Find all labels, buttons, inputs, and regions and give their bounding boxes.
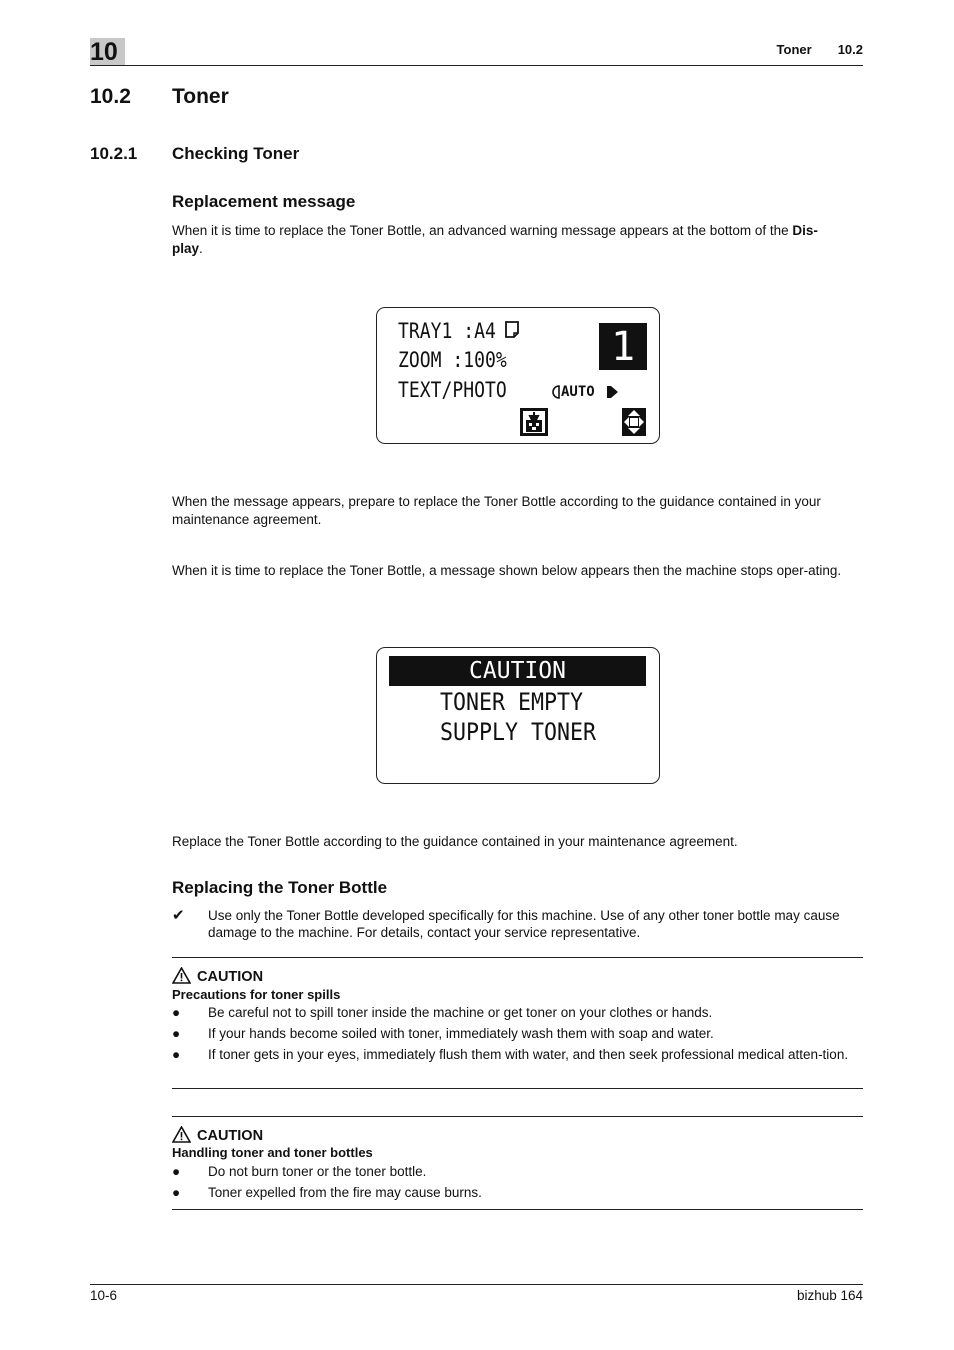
bullet-icon: ●: [172, 1164, 181, 1179]
caution-2-subtitle: Handling toner and toner bottles: [172, 1145, 373, 1160]
caution-1-item: [172, 1004, 863, 1021]
bullet-icon: ●: [172, 1026, 181, 1041]
product-name: bizhub 164: [796, 1288, 863, 1303]
running-header-number: 10.2: [837, 42, 863, 57]
intro-suffix: .: [199, 241, 203, 256]
lcd-line-zoom: ZOOM :100%: [398, 348, 507, 372]
chapter-number: 10: [90, 38, 118, 66]
caution-1-item-text: If your hands become soiled with toner, immediately wash them with soap and water.: [208, 1026, 714, 1041]
section-title: Toner: [172, 85, 229, 108]
lcd-line-toner-empty: TONER EMPTY: [440, 688, 584, 716]
toner-low-icon: [519, 407, 549, 442]
running-header-title: Toner: [776, 42, 812, 57]
prepare-paragraph: When the message appears, prepare to replace the Toner Bottle according to the guidance contained in your maintenance agreement.: [172, 494, 821, 527]
check-note-text: Use only the Toner Bottle developed specifically for this machine. Use of any other toner bottle may cause damage to the machine. For details, contact your service representative.: [208, 908, 840, 940]
caution-1-bottom-rule: [172, 1088, 863, 1089]
warning-triangle-icon: [172, 967, 191, 984]
caution-2-label: CAUTION: [197, 1128, 264, 1144]
header-divider: [90, 65, 863, 66]
lcd-display-warning: [376, 307, 660, 444]
checkmark-icon: ✔: [172, 907, 185, 924]
caution-2-bottom-rule: [172, 1209, 863, 1210]
caution-2-item-text: Do not burn toner or the toner bottle.: [208, 1164, 427, 1179]
intro-text: When it is time to replace the Toner Bottle, an advanced warning message appears at the bottom of the: [172, 223, 793, 238]
intro-paragraph: [172, 222, 863, 258]
section-heading: [90, 84, 229, 110]
lcd-line-mode: TEXT/PHOTO: [398, 378, 507, 402]
caution-1-item-text: If toner gets in your eyes, immediately flush them with water, and then seek professional medical atten-tion.: [208, 1047, 849, 1062]
lcd-line-tray: TRAY1 :A4: [398, 319, 496, 343]
scroll-arrows-icon: [621, 407, 647, 442]
caution-2-item: [172, 1163, 863, 1180]
paper-icon: [505, 321, 519, 343]
replace-paragraph: Replace the Toner Bottle according to the guidance contained in your maintenance agreement.: [172, 834, 738, 849]
caution-2-top-rule: [172, 1116, 863, 1117]
caution-1-subtitle: Precautions for toner spills: [172, 987, 341, 1002]
display-term: Dis- play: [172, 223, 818, 256]
stop-paragraph: When it is time to replace the Toner Bottle, a message shown below appears then the machine stops oper-ating.: [172, 563, 842, 578]
subsection-heading: [90, 143, 299, 165]
bullet-icon: ●: [172, 1047, 181, 1062]
replacing-heading: Replacing the Toner Bottle: [172, 878, 388, 897]
copies-count: 1: [599, 323, 647, 370]
lcd-caution-banner: CAUTION: [389, 656, 646, 686]
lcd-line-supply-toner: SUPPLY TONER: [440, 718, 597, 746]
page-number: 10-6: [90, 1288, 118, 1303]
caution-1-item-text: Be careful not to spill toner inside the machine or get toner on your clothes or hands.: [208, 1005, 713, 1020]
subsection-title: Checking Toner: [172, 144, 300, 163]
section-number: 10.2: [90, 85, 131, 108]
running-header: [777, 42, 863, 58]
check-note: [172, 907, 863, 941]
caution-1-label: CAUTION: [197, 969, 264, 985]
caution-2-title: [172, 1126, 263, 1145]
caution-1-item: [172, 1046, 863, 1063]
bullet-icon: ●: [172, 1005, 181, 1020]
caution-1-top-rule: [172, 957, 863, 958]
bullet-icon: ●: [172, 1185, 181, 1200]
density-auto-label: AUTO: [561, 384, 595, 400]
caution-1-item: [172, 1025, 863, 1042]
caution-2-item-text: Toner expelled from the fire may cause burns.: [208, 1185, 482, 1200]
caution-2-item: [172, 1184, 863, 1201]
subsection-number: 10.2.1: [90, 144, 138, 163]
warning-triangle-icon: [172, 1126, 191, 1143]
replacement-message-heading: Replacement message: [172, 192, 356, 211]
footer-divider: [90, 1284, 863, 1285]
lcd-display-toner-empty: [376, 647, 660, 784]
caution-1-title: [172, 967, 263, 986]
